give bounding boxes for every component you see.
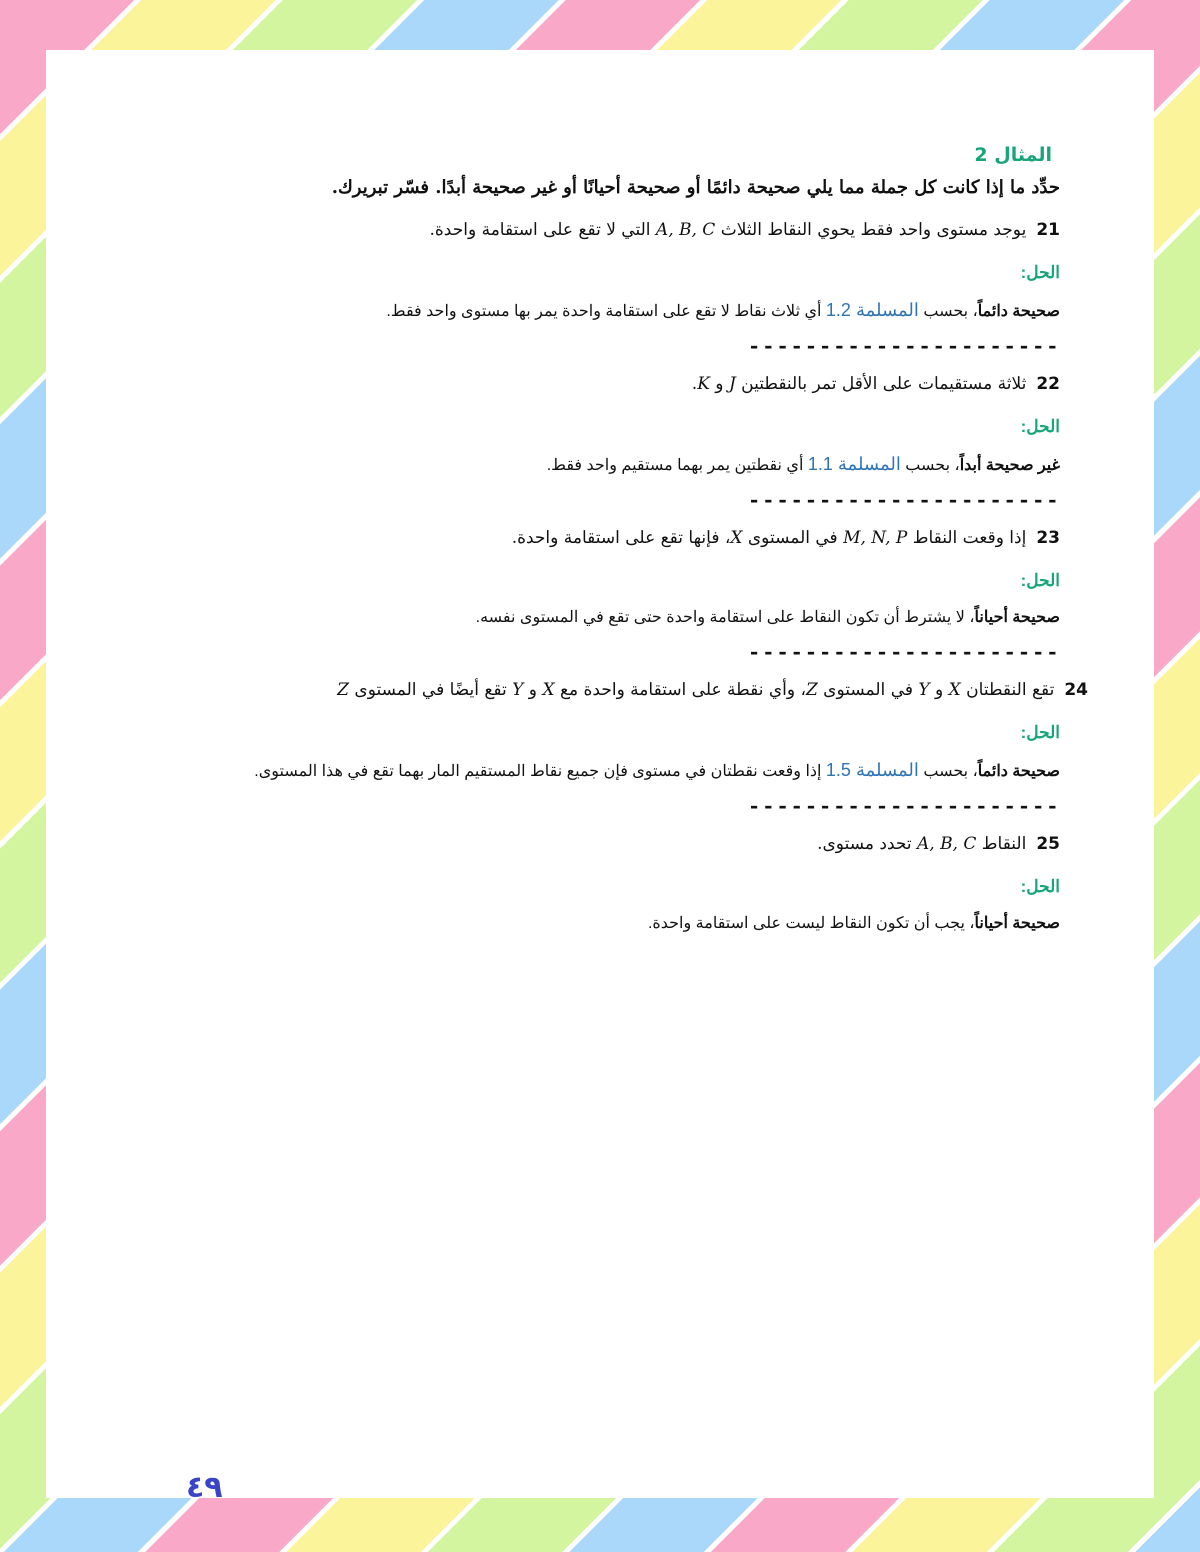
math-point: K xyxy=(697,374,710,394)
question-number: 25 xyxy=(1036,834,1060,854)
answer-22 xyxy=(160,442,1060,488)
answer-24 xyxy=(160,748,1060,794)
question-text: التي لا تقع على استقامة واحدة. xyxy=(429,220,656,240)
question-text: في المستوى xyxy=(742,528,844,548)
math-plane: Z xyxy=(337,680,349,700)
question-text: إذا وقعت النقاط xyxy=(907,528,1027,548)
separator: ---------------------- xyxy=(747,490,1060,514)
solution-label: الحل: xyxy=(1020,877,1060,896)
question-text: ثلاثة مستقيمات على الأقل تمر بالنقطتين xyxy=(735,374,1027,394)
separator: ---------------------- xyxy=(747,642,1060,666)
question-25 xyxy=(160,826,1060,862)
axiom-number: 1.5 xyxy=(825,760,851,780)
question-text: و xyxy=(929,680,949,700)
question-21 xyxy=(160,212,1060,248)
axiom-reference xyxy=(808,454,901,474)
answer-text: ، بحسب xyxy=(900,457,960,474)
math-points: A, B, C xyxy=(916,834,977,854)
axiom-word: المسلمة xyxy=(837,454,901,474)
instruction: حدِّد ما إذا كانت كل جملة مما يلي صحيحة دائمًا أو صحيحة أحيانًا أو غير صحيحة أبدًا. فسّر تبريرك. xyxy=(331,177,1060,198)
page xyxy=(46,50,1154,1505)
answer-text: ، بحسب xyxy=(918,303,978,320)
question-number: 21 xyxy=(1036,220,1060,240)
answer-25 xyxy=(160,902,1060,946)
math-point: X xyxy=(542,680,555,700)
question-24 xyxy=(160,672,1088,708)
question-text: النقاط xyxy=(976,834,1027,854)
verdict: صحيحة دائماً xyxy=(977,303,1060,320)
question-text: تقع أيضًا في المستوى xyxy=(348,680,513,700)
answer-23 xyxy=(160,596,1060,640)
math-point: Y xyxy=(918,680,930,700)
math-plane: Z xyxy=(805,680,818,700)
math-point: Y xyxy=(512,680,524,700)
content xyxy=(160,140,1088,946)
axiom-reference xyxy=(826,300,919,320)
question-text: تقع النقطتان xyxy=(960,680,1055,700)
question-text: تحدد مستوى. xyxy=(817,834,917,854)
answer-text: أي نقطتين يمر بهما مستقيم واحد فقط. xyxy=(546,457,808,474)
answer-text: ، يجب أن تكون النقاط ليست على استقامة واحدة. xyxy=(647,915,975,932)
question-22 xyxy=(160,366,1060,402)
question-number: 23 xyxy=(1036,528,1060,548)
solution-label: الحل: xyxy=(1020,263,1060,282)
question-text: و xyxy=(709,374,729,394)
separator: ---------------------- xyxy=(747,336,1060,360)
verdict: صحيحة أحياناً xyxy=(974,609,1060,626)
verdict: صحيحة أحياناً xyxy=(974,915,1060,932)
question-text: و xyxy=(523,680,543,700)
verdict: غير صحيحة أبداً xyxy=(959,457,1060,474)
question-number: 22 xyxy=(1036,374,1060,394)
solution-label: الحل: xyxy=(1020,723,1060,742)
axiom-word: المسلمة xyxy=(855,760,919,780)
question-text: يوجد مستوى واحد فقط يحوي النقاط الثلاث xyxy=(715,220,1027,240)
question-text: في المستوى xyxy=(817,680,919,700)
question-23 xyxy=(160,520,1060,556)
verdict: صحيحة دائماً xyxy=(977,763,1060,780)
axiom-number: 1.2 xyxy=(825,300,851,320)
question-number: 24 xyxy=(1064,680,1088,700)
math-point: X xyxy=(948,680,961,700)
question-text: . xyxy=(691,374,698,394)
separator: ---------------------- xyxy=(747,796,1060,820)
question-text: ، وأي نقطة على استقامة واحدة مع xyxy=(554,680,806,700)
solution-label: الحل: xyxy=(1020,571,1060,590)
answer-text: إذا وقعت نقطتان في مستوى فإن جميع نقاط المستقيم المار بهما تقع في هذا المستوى. xyxy=(254,763,826,780)
math-points: A, B, C xyxy=(655,220,716,240)
solution-label: الحل: xyxy=(1020,417,1060,436)
math-point: J xyxy=(728,374,736,394)
answer-text: أي ثلاث نقاط لا تقع على استقامة واحدة يمر بها مستوى واحد فقط. xyxy=(386,303,826,320)
axiom-reference xyxy=(826,760,919,780)
example-title: المثال 2 xyxy=(974,144,1052,166)
axiom-word: المسلمة xyxy=(855,300,919,320)
question-text: ، فإنها تقع على استقامة واحدة. xyxy=(511,528,731,548)
answer-21 xyxy=(160,288,1060,334)
answer-text: ، لا يشترط أن تكون النقاط على استقامة واحدة حتى تقع في المستوى نفسه. xyxy=(475,609,975,626)
math-points: M, N, P xyxy=(843,528,908,548)
answer-text: ، بحسب xyxy=(918,763,978,780)
page-number: ٤٩ xyxy=(186,1470,223,1505)
axiom-number: 1.1 xyxy=(807,454,833,474)
math-plane: X xyxy=(730,528,743,548)
